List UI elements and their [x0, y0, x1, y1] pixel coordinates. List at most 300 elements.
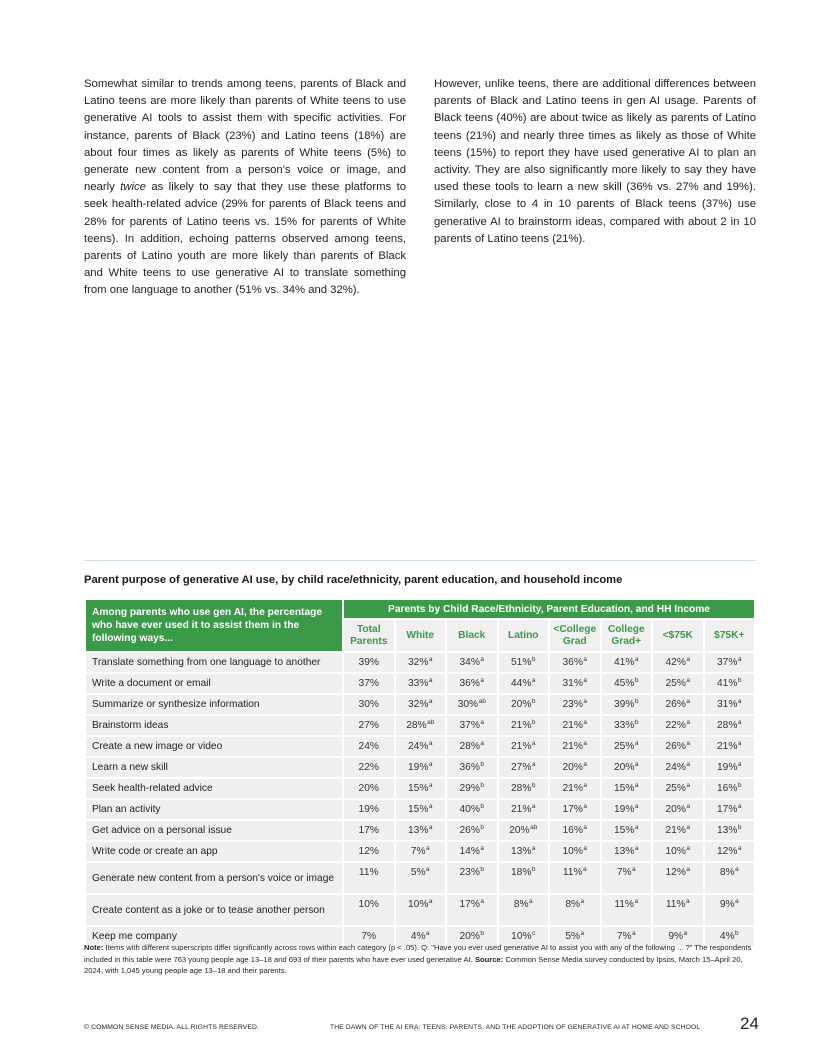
cell-value: 13% [407, 825, 429, 836]
significance-superscript: a [583, 865, 587, 873]
cell-value: 11% [614, 899, 634, 910]
cell-value: 36% [562, 657, 583, 668]
significance-superscript: b [480, 823, 484, 831]
significance-superscript: b [480, 865, 484, 873]
table-cell [395, 673, 447, 694]
table-row [85, 715, 755, 736]
significance-superscript: a [737, 760, 742, 768]
significance-superscript: a [686, 865, 690, 873]
cell-value: 4% [410, 931, 426, 942]
significance-superscript: a [583, 760, 587, 768]
paragraph-emphasis: twice [120, 181, 146, 194]
table-cell [343, 778, 395, 799]
cell-value: 45% [613, 678, 635, 689]
data-table [84, 598, 756, 948]
cell-value: 12% [665, 867, 686, 878]
table-cell [498, 757, 550, 778]
cell-value: 44% [510, 678, 532, 689]
cell-value: 17% [716, 804, 738, 815]
table-row [85, 862, 755, 894]
cell-value: 28% [459, 741, 480, 752]
cell-value: 12% [358, 846, 379, 857]
table-cell [704, 894, 756, 926]
significance-superscript: b [531, 865, 536, 873]
cell-value: 23% [562, 699, 583, 710]
table-cell [343, 894, 395, 926]
table-cell [704, 799, 756, 820]
table-cell [704, 652, 756, 673]
table-cell [343, 799, 395, 820]
cell-value: 12% [716, 846, 738, 857]
table-cell [446, 778, 498, 799]
significance-superscript: a [583, 718, 587, 726]
cell-value: 30% [457, 699, 479, 710]
table-cell [343, 862, 395, 894]
significance-superscript: a [428, 823, 433, 831]
column-header: College Grad+ [601, 619, 653, 652]
cell-value: 16% [716, 783, 738, 794]
body-paragraph-left [84, 76, 406, 300]
cell-value: 7% [410, 846, 426, 857]
significance-superscript: b [634, 718, 639, 726]
table-cell [446, 673, 498, 694]
significance-superscript: a [686, 676, 690, 684]
significance-superscript: a [583, 739, 587, 747]
cell-value: 7% [361, 931, 377, 942]
significance-superscript: a [583, 697, 587, 705]
row-label: Brainstorm ideas [85, 715, 343, 736]
table-cell [395, 799, 447, 820]
significance-superscript: b [735, 929, 739, 937]
cell-value: 23% [459, 867, 480, 878]
significance-superscript: a [634, 760, 639, 768]
cell-value: 15% [613, 825, 635, 836]
cell-value: 9% [719, 899, 735, 910]
significance-superscript: a [634, 655, 639, 663]
table-cell [498, 673, 550, 694]
cell-value: 21% [510, 720, 532, 731]
table-cell [395, 736, 447, 757]
table-cell [601, 841, 653, 862]
table-cell [601, 820, 653, 841]
table-cell [652, 715, 704, 736]
significance-superscript: a [735, 897, 739, 905]
table-cell [343, 694, 395, 715]
table-cell [446, 841, 498, 862]
significance-superscript: a [683, 929, 688, 937]
cell-value: 42% [665, 657, 686, 668]
table-cell [652, 862, 704, 894]
significance-superscript: a [583, 823, 587, 831]
paragraph-text: as likely to say that they use these platforms to seek health-related advice (29% for parents of Black teens and 28% for parents of Latino teens vs. 15% for parents of White teens). In addition, echoing patterns observed among teens, parents of Latino youth are more likely than parents of Black and White teens to use generative AI to translate something from one language to another (51% vs. 34% and 32%). [84, 181, 406, 297]
cell-value: 33% [407, 678, 429, 689]
significance-superscript: a [634, 802, 639, 810]
cell-value: 8% [719, 867, 735, 878]
significance-superscript: a [531, 676, 536, 684]
cell-value: 24% [358, 741, 379, 752]
table-cell [446, 894, 498, 926]
table-cell [498, 736, 550, 757]
table-cell [498, 820, 550, 841]
cell-value: 41% [716, 678, 738, 689]
cell-value: 32% [407, 699, 429, 710]
significance-superscript: a [428, 676, 433, 684]
cell-value: 33% [613, 720, 635, 731]
significance-superscript: a [480, 844, 484, 852]
table-cell [395, 778, 447, 799]
table-note [84, 942, 756, 977]
cell-value: 34% [459, 657, 480, 668]
table-cell [704, 715, 756, 736]
significance-superscript: a [686, 655, 690, 663]
table-cell [446, 820, 498, 841]
cell-value: 10% [665, 846, 686, 857]
table-cell [446, 757, 498, 778]
significance-superscript: a [737, 718, 742, 726]
significance-superscript: a [583, 781, 587, 789]
table-cell [498, 841, 550, 862]
cell-value: 10% [407, 899, 429, 910]
note-label: Note: [84, 943, 104, 952]
cell-value: 39% [358, 657, 379, 668]
cell-value: 20% [665, 804, 686, 815]
row-label: Summarize or synthesize information [85, 694, 343, 715]
table-cell [652, 757, 704, 778]
table-cell [395, 694, 447, 715]
table-cell [652, 799, 704, 820]
cell-value: 4% [719, 931, 735, 942]
cell-value: 21% [716, 741, 738, 752]
significance-superscript: a [426, 865, 430, 873]
table-cell [652, 820, 704, 841]
table-row [85, 736, 755, 757]
significance-superscript: a [583, 844, 587, 852]
cell-value: 21% [665, 825, 686, 836]
cell-value: 20% [358, 783, 379, 794]
cell-value: 13% [716, 825, 738, 836]
significance-superscript: a [634, 823, 639, 831]
table-cell [601, 799, 653, 820]
cell-value: 32% [407, 657, 429, 668]
cell-value: 13% [613, 846, 635, 857]
cell-value: 15% [407, 804, 429, 815]
table-cell [395, 652, 447, 673]
cell-value: 17% [358, 825, 379, 836]
significance-superscript: a [428, 739, 433, 747]
table-cell [601, 652, 653, 673]
significance-superscript: a [480, 897, 484, 905]
cell-value: 26% [665, 741, 686, 752]
significance-superscript: a [686, 844, 690, 852]
significance-superscript: a [632, 865, 636, 873]
note-text: Items with different superscripts differ significantly across rows within each category (p < .05). Q: "Have you ever used generative AI to assist you with any of the following ... ?" The respondents included in this table were 763 young people age 13–18 and 693 of their parents who have ever used generative AI. [84, 943, 752, 964]
table-cell [498, 652, 550, 673]
cell-value: 11% [562, 867, 583, 878]
row-label: Plan an activity [85, 799, 343, 820]
significance-superscript: a [737, 655, 742, 663]
table-row [85, 778, 755, 799]
row-label: Learn a new skill [85, 757, 343, 778]
table-cell [601, 736, 653, 757]
table-cell [446, 694, 498, 715]
significance-superscript: a [686, 802, 690, 810]
cell-value: 25% [613, 741, 635, 752]
cell-value: 11% [665, 899, 686, 910]
table-cell [601, 757, 653, 778]
cell-value: 31% [562, 678, 583, 689]
cell-value: 25% [665, 678, 686, 689]
table-cell [343, 757, 395, 778]
significance-superscript: a [634, 897, 639, 905]
significance-superscript: a [428, 781, 433, 789]
significance-superscript: a [634, 844, 639, 852]
table-cell [601, 694, 653, 715]
cell-value: 31% [716, 699, 738, 710]
cell-value: 24% [665, 762, 686, 773]
cell-value: 21% [510, 804, 532, 815]
significance-superscript: b [480, 929, 484, 937]
table-row [85, 757, 755, 778]
table-cell [704, 862, 756, 894]
significance-superscript: a [686, 739, 690, 747]
cell-value: 19% [407, 762, 429, 773]
table-body [85, 652, 755, 947]
table-title: Parent purpose of generative AI use, by child race/ethnicity, parent education, and household income [84, 574, 623, 586]
cell-value: 19% [716, 762, 738, 773]
table-row [85, 694, 755, 715]
table-cell [343, 715, 395, 736]
cell-value: 7% [616, 867, 632, 878]
significance-superscript: a [480, 676, 484, 684]
cell-value: 36% [459, 762, 480, 773]
significance-superscript: a [583, 676, 587, 684]
table-cell [601, 894, 653, 926]
significance-superscript: b [634, 676, 639, 684]
significance-superscript: a [737, 844, 742, 852]
table-row [85, 894, 755, 926]
significance-superscript: b [480, 760, 484, 768]
significance-superscript: b [531, 655, 536, 663]
column-header: <$75K [652, 619, 704, 652]
table-cell [601, 862, 653, 894]
cell-value: 5% [565, 931, 581, 942]
cell-value: 10% [562, 846, 583, 857]
table-cell [498, 715, 550, 736]
table-row [85, 673, 755, 694]
cell-value: 20% [509, 825, 530, 836]
significance-superscript: a [480, 739, 484, 747]
cell-value: 28% [716, 720, 738, 731]
row-label: Write a document or email [85, 673, 343, 694]
row-label: Get advice on a personal issue [85, 820, 343, 841]
significance-superscript: a [737, 739, 742, 747]
table-cell [601, 778, 653, 799]
section-divider [84, 560, 756, 561]
table-cell [704, 736, 756, 757]
table-cell [343, 652, 395, 673]
table-cell [498, 799, 550, 820]
table-cell [704, 778, 756, 799]
significance-superscript: a [428, 655, 433, 663]
cell-value: 41% [613, 657, 635, 668]
table-cell [652, 673, 704, 694]
cell-value: 20% [562, 762, 583, 773]
cell-value: 22% [665, 720, 686, 731]
cell-value: 17% [459, 899, 480, 910]
significance-superscript: a [735, 865, 739, 873]
table-cell [395, 715, 447, 736]
column-header: White [395, 619, 447, 652]
table-cell [395, 841, 447, 862]
table-cell [549, 862, 601, 894]
row-label: Generate new content from a person's voice or image [85, 862, 343, 894]
significance-superscript: a [531, 844, 536, 852]
significance-superscript: a [428, 760, 433, 768]
table-cell [652, 894, 704, 926]
cell-value: 39% [613, 699, 635, 710]
significance-superscript: a [480, 655, 484, 663]
table-corner-header: Among parents who use gen AI, the percentage who have ever used it to assist them in the following ways... [85, 599, 343, 652]
significance-superscript: a [580, 929, 585, 937]
significance-superscript: a [428, 697, 433, 705]
footer-copyright: © COMMON SENSE MEDIA. ALL RIGHTS RESERVED. [84, 1024, 260, 1031]
footer-report-title: THE DAWN OF THE AI ERA: TEENS, PARENTS, AND THE ADOPTION OF GENERATIVE AI AT HOME AND SCHOOL [330, 1024, 701, 1031]
cell-value: 5% [410, 867, 426, 878]
table-cell [601, 673, 653, 694]
table-cell [704, 841, 756, 862]
significance-superscript: b [480, 781, 484, 789]
cell-value: 28% [510, 783, 532, 794]
table-row [85, 820, 755, 841]
table-cell [652, 778, 704, 799]
table-cell [549, 694, 601, 715]
table-cell [601, 715, 653, 736]
table-cell [395, 820, 447, 841]
cell-value: 10% [511, 931, 532, 942]
row-label: Write code or create an app [85, 841, 343, 862]
body-paragraph-right: However, unlike teens, there are additional differences between parents of Black and Latino teens in gen AI usage. Parents of Black teens (40%) are about twice as likely as parents of Latino teens (21%) and nearly three times as likely as those of White teens (15%) to report they have used generative AI to plan an activity. They are also significantly more likely to say they have used these tools to learn a new skill (36% vs. 27% and 19%). Similarly, close to 4 in 10 parents of Black teens (37%) use generative AI to brainstorm ideas, compared with about 2 in 10 parents of Latino teens (21%). [434, 78, 756, 245]
row-label: Create content as a joke or to tease another person [85, 894, 343, 926]
cell-value: 37% [716, 657, 738, 668]
significance-superscript: b [737, 781, 742, 789]
significance-superscript: a [583, 802, 587, 810]
significance-superscript: a [686, 823, 690, 831]
significance-superscript: a [580, 897, 585, 905]
column-header: <College Grad [549, 619, 601, 652]
table-cell [498, 778, 550, 799]
cell-value: 20% [510, 699, 532, 710]
table-cell [549, 820, 601, 841]
cell-value: 37% [459, 720, 480, 731]
table-cell [498, 894, 550, 926]
significance-superscript: a [737, 802, 742, 810]
table-cell [395, 894, 447, 926]
table-cell [549, 799, 601, 820]
cell-value: 11% [358, 867, 379, 878]
significance-superscript: b [531, 697, 536, 705]
cell-value: 26% [665, 699, 686, 710]
cell-value: 40% [459, 804, 480, 815]
cell-value: 36% [459, 678, 480, 689]
cell-value: 19% [358, 804, 379, 815]
cell-value: 16% [562, 825, 583, 836]
significance-superscript: a [531, 760, 536, 768]
cell-value: 25% [665, 783, 686, 794]
cell-value: 7% [616, 931, 632, 942]
table-cell [549, 673, 601, 694]
table-cell [652, 841, 704, 862]
cell-value: 9% [668, 931, 684, 942]
table-cell [446, 715, 498, 736]
significance-superscript: b [737, 823, 742, 831]
column-header: Latino [498, 619, 550, 652]
cell-value: 14% [459, 846, 480, 857]
significance-superscript: a [426, 844, 430, 852]
cell-value: 17% [562, 804, 583, 815]
significance-superscript: ab [478, 697, 486, 705]
table-cell [652, 652, 704, 673]
significance-superscript: b [737, 676, 742, 684]
significance-superscript: a [583, 655, 587, 663]
cell-value: 8% [565, 899, 581, 910]
significance-superscript: b [480, 802, 484, 810]
significance-superscript: b [634, 697, 639, 705]
table-row [85, 652, 755, 673]
cell-value: 18% [510, 867, 532, 878]
cell-value: 10% [358, 899, 379, 910]
table-cell [446, 862, 498, 894]
significance-superscript: a [632, 929, 636, 937]
column-header: Total Parents [343, 619, 395, 652]
significance-superscript: a [686, 781, 690, 789]
significance-superscript: a [686, 760, 690, 768]
significance-superscript: c [532, 929, 536, 937]
table-cell [652, 694, 704, 715]
table-cell [652, 736, 704, 757]
cell-value: 19% [613, 804, 635, 815]
table-cell [549, 841, 601, 862]
column-header: $75K+ [704, 619, 756, 652]
cell-value: 27% [510, 762, 532, 773]
table-cell [704, 757, 756, 778]
table-cell [343, 736, 395, 757]
table-cell [343, 841, 395, 862]
table-cell [549, 715, 601, 736]
table-cell [446, 799, 498, 820]
significance-superscript: a [686, 697, 690, 705]
cell-value: 15% [613, 783, 635, 794]
cell-value: 28% [406, 720, 427, 731]
table-cell [704, 694, 756, 715]
row-label: Seek health-related advice [85, 778, 343, 799]
table-cell [343, 820, 395, 841]
table-cell [549, 652, 601, 673]
significance-superscript: a [428, 897, 433, 905]
significance-superscript: a [737, 697, 742, 705]
table-cell [498, 694, 550, 715]
table-cell [343, 673, 395, 694]
significance-superscript: ab [530, 823, 538, 831]
significance-superscript: ab [427, 718, 435, 726]
cell-value: 27% [358, 720, 379, 731]
cell-value: 21% [510, 741, 532, 752]
table-cell [446, 736, 498, 757]
cell-value: 20% [459, 931, 480, 942]
significance-superscript: b [531, 781, 536, 789]
cell-value: 26% [459, 825, 480, 836]
table-row [85, 799, 755, 820]
significance-superscript: b [531, 718, 536, 726]
